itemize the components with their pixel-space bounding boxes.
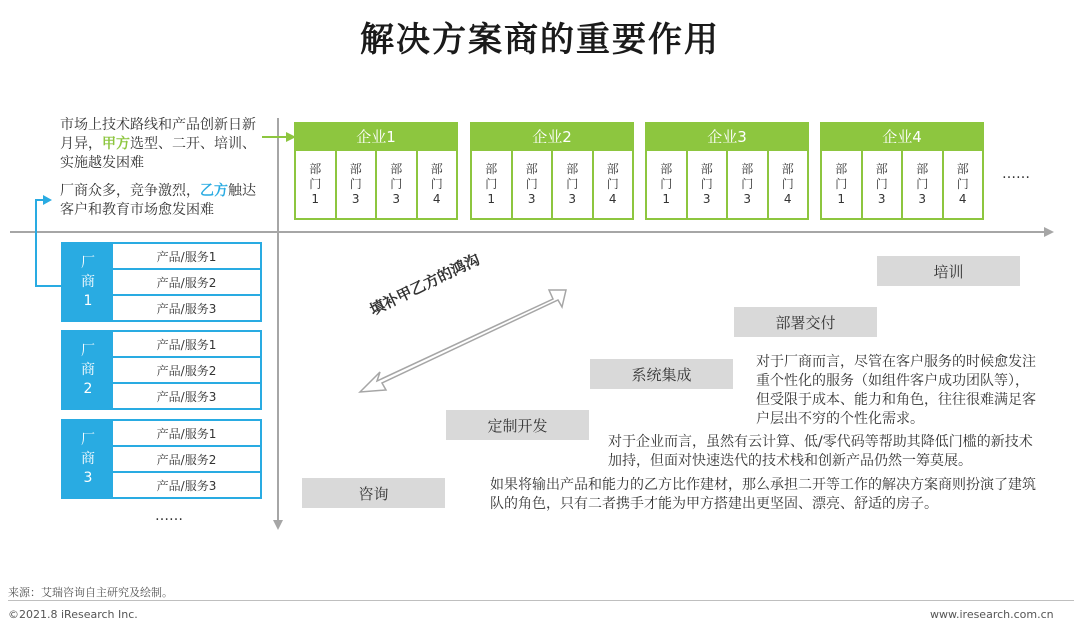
enterprise-4: [820, 122, 984, 220]
department-cell: [822, 151, 863, 218]
department-char: 4: [432, 192, 441, 206]
department-char: 4: [958, 192, 967, 206]
department-char: 部: [390, 162, 403, 176]
department-char: 门: [390, 177, 403, 191]
paragraph-vendor-view: 对于厂商而言，尽管在客户服务的时候愈发注重个性化的服务（如组件客户成功团队等），但受限于成本、能力和角色，往往很难满足客户层出不穷的个性化需求。: [756, 354, 1036, 427]
vendor-product-item: 产品/服务1: [113, 332, 260, 358]
department-char: 门: [606, 177, 619, 191]
department-char: 门: [916, 177, 929, 191]
department-char: 门: [309, 177, 322, 191]
department-char: 1: [311, 192, 320, 206]
department-cell: [337, 151, 378, 218]
department-char: 部: [606, 162, 619, 176]
enterprise-2: [470, 122, 634, 220]
enterprise-1: [294, 122, 458, 220]
vendor-product-item: 产品/服务3: [156, 301, 217, 316]
vertical-axis-arrowhead: [273, 520, 283, 530]
page-title: 解决方案商的重要作用: [360, 20, 720, 60]
enterprise-name: 企业4: [820, 122, 984, 151]
department-cell: [472, 151, 513, 218]
department-cell: [728, 151, 769, 218]
vendor-product-item: 产品/服务2: [113, 270, 260, 296]
department-char: 门: [485, 177, 498, 191]
department-cell: [688, 151, 729, 218]
department-cell: [513, 151, 554, 218]
department-cell: [769, 151, 808, 218]
vendor-product-item: 产品/服务3: [156, 389, 217, 404]
department-char: 3: [568, 192, 577, 206]
department-char: 4: [608, 192, 617, 206]
step-training: 培训: [877, 256, 1020, 286]
note-client-difficulty: 市场上技术路线和产品创新日新月异，甲方选型、二开、培训、实施越发困难: [60, 117, 256, 171]
blue-arrowhead: [43, 195, 52, 205]
department-char: 门: [660, 177, 673, 191]
vendor-label-char: 1: [83, 292, 93, 309]
department-char: 部: [781, 162, 794, 176]
department-char: 门: [781, 177, 794, 191]
enterprise-more: ……: [1002, 166, 1030, 182]
department-char: 3: [392, 192, 401, 206]
department-char: 3: [918, 192, 927, 206]
department-char: 部: [741, 162, 754, 176]
note-vendor-difficulty: 厂商众多，竞争激烈，乙方触达客户和教育市场愈发困难: [60, 183, 256, 218]
department-char: 部: [525, 162, 538, 176]
vendor-more: ……: [155, 508, 183, 524]
department-char: 部: [875, 162, 888, 176]
department-char: 部: [485, 162, 498, 176]
department-char: 部: [349, 162, 362, 176]
source-note: 来源：艾瑞咨询自主研究及绘制。: [8, 586, 173, 599]
vendor-label-char: 3: [83, 469, 93, 486]
department-char: 门: [875, 177, 888, 191]
department-cell: [903, 151, 944, 218]
vendor-product-item: 产品/服务2: [113, 447, 260, 473]
department-cell: [594, 151, 633, 218]
department-char: 部: [309, 162, 322, 176]
department-char: 1: [487, 192, 496, 206]
department-char: 门: [700, 177, 713, 191]
department-char: 门: [566, 177, 579, 191]
vendor-product-item: 产品/服务1: [113, 244, 260, 270]
enterprise-name: 企业2: [470, 122, 634, 151]
department-char: 部: [700, 162, 713, 176]
bridge-label: 填补甲乙方的鸿沟: [366, 250, 483, 319]
department-row: [470, 151, 634, 220]
vendor-1: [61, 242, 262, 322]
step-consulting: 咨询: [302, 478, 445, 508]
department-char: 部: [916, 162, 929, 176]
footer-divider: [8, 600, 1074, 601]
enterprise-3: [645, 122, 809, 220]
department-char: 门: [525, 177, 538, 191]
department-char: 门: [349, 177, 362, 191]
vendor-2: [61, 330, 262, 410]
department-char: 3: [743, 192, 752, 206]
vendor-label-char: 商: [81, 450, 95, 467]
department-char: 门: [741, 177, 754, 191]
paragraph-conclusion: 如果将输出产品和能力的乙方比作建材，那么承担二开等工作的解决方案商则扮演了建筑队的角色，只有二者携手才能为甲方搭建出更坚固、漂亮、舒适的房子。: [490, 477, 1036, 512]
department-row: [294, 151, 458, 220]
vendor-label: [63, 244, 113, 320]
vendor-label-char: 2: [83, 380, 93, 397]
department-char: 门: [956, 177, 969, 191]
vendor-label: [63, 332, 113, 408]
department-cell: [863, 151, 904, 218]
department-cell: [377, 151, 418, 218]
department-row: [820, 151, 984, 220]
vendor-label-char: 厂: [81, 431, 95, 448]
department-cell: [296, 151, 337, 218]
department-char: 3: [527, 192, 536, 206]
department-cell: [553, 151, 594, 218]
department-char: 3: [351, 192, 360, 206]
department-char: 部: [835, 162, 848, 176]
department-cell: [944, 151, 983, 218]
department-char: 1: [837, 192, 846, 206]
department-char: 部: [566, 162, 579, 176]
department-char: 3: [877, 192, 886, 206]
vendor-product-item: 产品/服务2: [113, 358, 260, 384]
department-char: 部: [430, 162, 443, 176]
vendor-label-char: 商: [81, 361, 95, 378]
step-deployment: 部署交付: [734, 307, 877, 337]
enterprise-name: 企业1: [294, 122, 458, 151]
horizontal-axis-arrowhead: [1044, 227, 1054, 237]
department-char: 门: [430, 177, 443, 191]
department-row: [645, 151, 809, 220]
vendor-product-item: 产品/服务3: [156, 478, 217, 493]
vendor-label-char: 厂: [81, 342, 95, 359]
copyright: ©2021.8 iResearch Inc.: [8, 608, 138, 621]
department-char: 部: [660, 162, 673, 176]
enterprise-name: 企业3: [645, 122, 809, 151]
department-char: 3: [702, 192, 711, 206]
vendor-label-char: 商: [81, 273, 95, 290]
website: www.iresearch.com.cn: [930, 608, 1054, 621]
step-custom-dev: 定制开发: [446, 410, 589, 440]
department-char: 部: [956, 162, 969, 176]
vendor-label: [63, 421, 113, 497]
department-char: 1: [662, 192, 671, 206]
vendor-product-item: 产品/服务1: [113, 421, 260, 447]
department-cell: [418, 151, 457, 218]
vendor-label-char: 厂: [81, 254, 95, 271]
department-cell: [647, 151, 688, 218]
blue-connector: [36, 200, 61, 286]
paragraph-enterprise-view: 对于企业而言，虽然有云计算、低/零代码等帮助其降低门槛的新技术加持，但面对快速迭代的技术栈和创新产品仍然一筹莫展。: [608, 434, 1033, 469]
department-char: 门: [835, 177, 848, 191]
department-char: 4: [783, 192, 792, 206]
vendor-3: [61, 419, 262, 499]
step-system-integration: 系统集成: [590, 359, 733, 389]
